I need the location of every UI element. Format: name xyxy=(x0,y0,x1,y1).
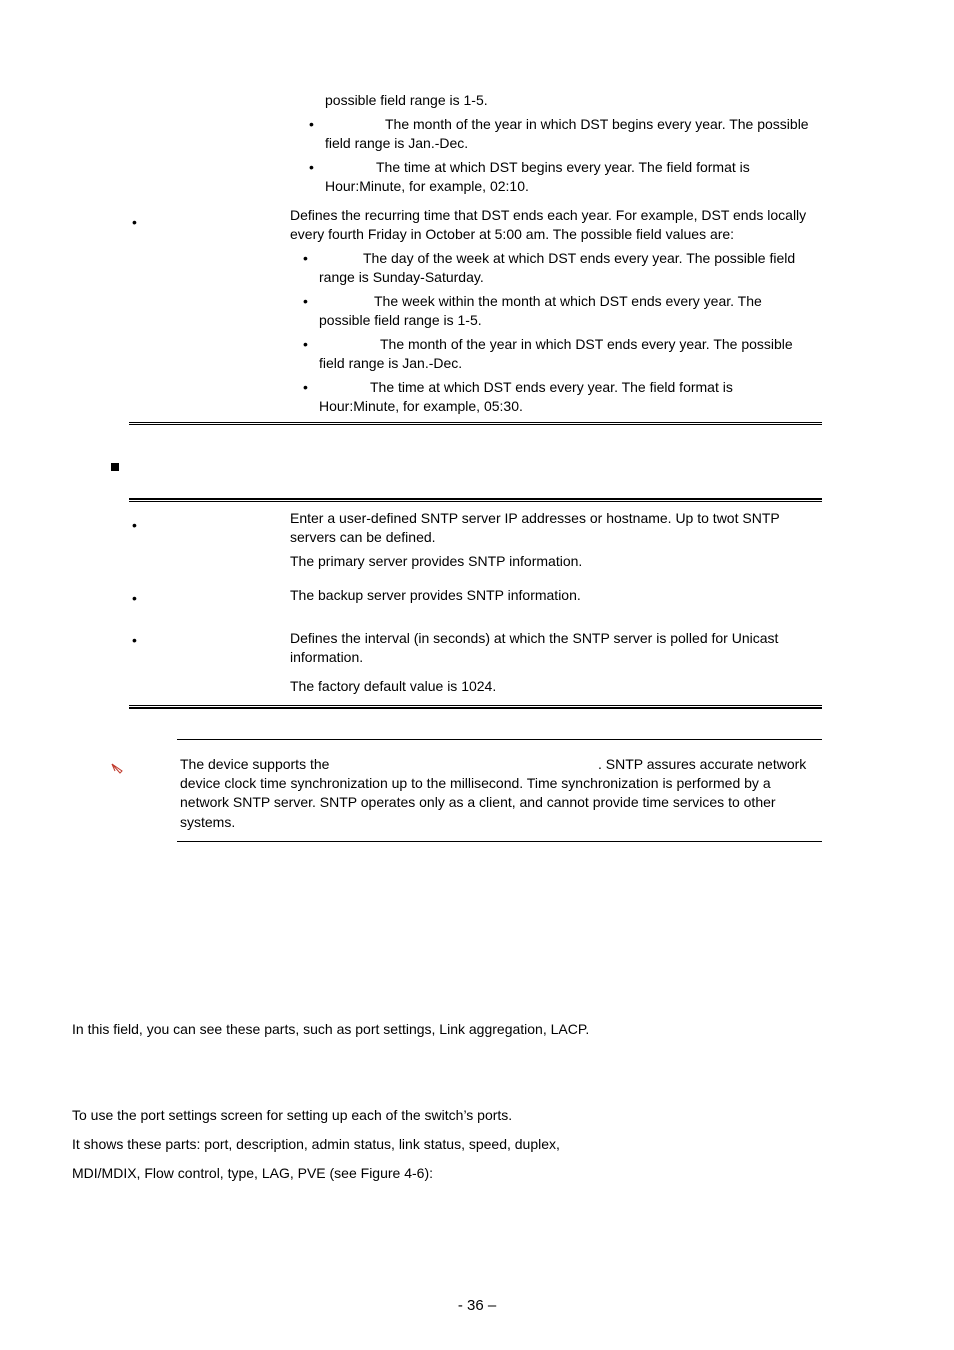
table-bottom-rule xyxy=(129,707,822,709)
port-settings-line1: To use the port settings screen for setting up each of the switch’s ports. xyxy=(72,1107,513,1123)
note-bottom-rule xyxy=(177,841,822,842)
port-settings-line3: MDI/MDIX, Flow control, type, LAG, PVE (see Figure 4-6): xyxy=(72,1165,433,1181)
note-line3: network SNTP server. SNTP operates only as a client, and cannot provide time services to other xyxy=(180,794,776,810)
table-top-rule xyxy=(129,501,822,502)
dst-end-time-line2: Hour:Minute, for example, 05:30. xyxy=(319,398,523,414)
table-bottom-rule xyxy=(129,705,822,706)
sntp-server-line2: servers can be defined. xyxy=(290,529,436,545)
sntp-interval-line2: information. xyxy=(290,649,364,665)
sntp-interval-line1: Defines the interval (in seconds) at which the SNTP server is polled for Unicast xyxy=(290,630,779,646)
page-number: - 36 – xyxy=(457,1297,497,1314)
dst-end-day-line2: range is Sunday-Saturday. xyxy=(319,269,484,285)
dst-start-time-line1: The time at which DST begins every year. The field format is xyxy=(376,159,750,175)
dst-end-week-line1: The week within the month at which DST ends every year. The xyxy=(374,293,762,309)
bullet-icon: • xyxy=(303,336,308,352)
sntp-backup-server: The backup server provides SNTP information. xyxy=(290,587,581,603)
pencil-note-icon xyxy=(111,762,123,774)
bullet-icon: • xyxy=(303,293,308,309)
table-bottom-rule xyxy=(129,424,822,425)
bullet-icon: • xyxy=(303,379,308,395)
section-intro: In this field, you can see these parts, such as port settings, Link aggregation, LACP. xyxy=(72,1021,590,1037)
bullet-icon: • xyxy=(303,250,308,266)
bullet-icon: • xyxy=(132,590,137,606)
section-square-icon xyxy=(111,463,119,471)
dst-end-month-line1: The month of the year in which DST ends every year. The possible xyxy=(380,336,793,352)
note-top-rule xyxy=(177,739,822,740)
sntp-server-line1: Enter a user-defined SNTP server IP addresses or hostname. Up to twot SNTP xyxy=(290,510,780,526)
table-bottom-rule xyxy=(129,422,822,423)
dst-end-time-line1: The time at which DST ends every year. The field format is xyxy=(370,379,733,395)
note-line4: systems. xyxy=(180,814,236,830)
dst-start-month-line1: The month of the year in which DST begins every year. The possible xyxy=(385,116,809,132)
dst-end-description-line2: every fourth Friday in October at 5:00 am. The possible field values are: xyxy=(290,226,735,242)
dst-start-month-line2: field range is Jan.-Dec. xyxy=(325,135,469,151)
dst-end-month-line2: field range is Jan.-Dec. xyxy=(319,355,463,371)
port-settings-line2: It shows these parts: port, description, admin status, link status, speed, duplex, xyxy=(72,1136,560,1152)
bullet-icon: • xyxy=(132,517,137,533)
note-line2: device clock time synchronization up to the millisecond. Time synchronization is performed by a xyxy=(180,775,771,791)
bullet-icon: • xyxy=(309,116,314,132)
table-top-rule xyxy=(129,498,822,500)
sntp-primary-server: The primary server provides SNTP information. xyxy=(290,553,583,569)
dst-start-time-line2: Hour:Minute, for example, 02:10. xyxy=(325,178,529,194)
note-line1-start: The device supports the xyxy=(180,756,330,772)
dst-end-description-line1: Defines the recurring time that DST ends each year. For example, DST ends locally xyxy=(290,207,807,223)
bullet-icon: • xyxy=(132,632,137,648)
note-line1-end: . SNTP assures accurate network xyxy=(598,756,807,772)
sntp-interval-default: The factory default value is 1024. xyxy=(290,678,497,694)
bullet-icon: • xyxy=(132,214,137,230)
dst-end-week-line2: possible field range is 1-5. xyxy=(319,312,482,328)
dst-end-day-line1: The day of the week at which DST ends every year. The possible field xyxy=(363,250,796,266)
bullet-icon: • xyxy=(309,159,314,175)
dst-start-week-range: possible field range is 1-5. xyxy=(325,92,488,108)
